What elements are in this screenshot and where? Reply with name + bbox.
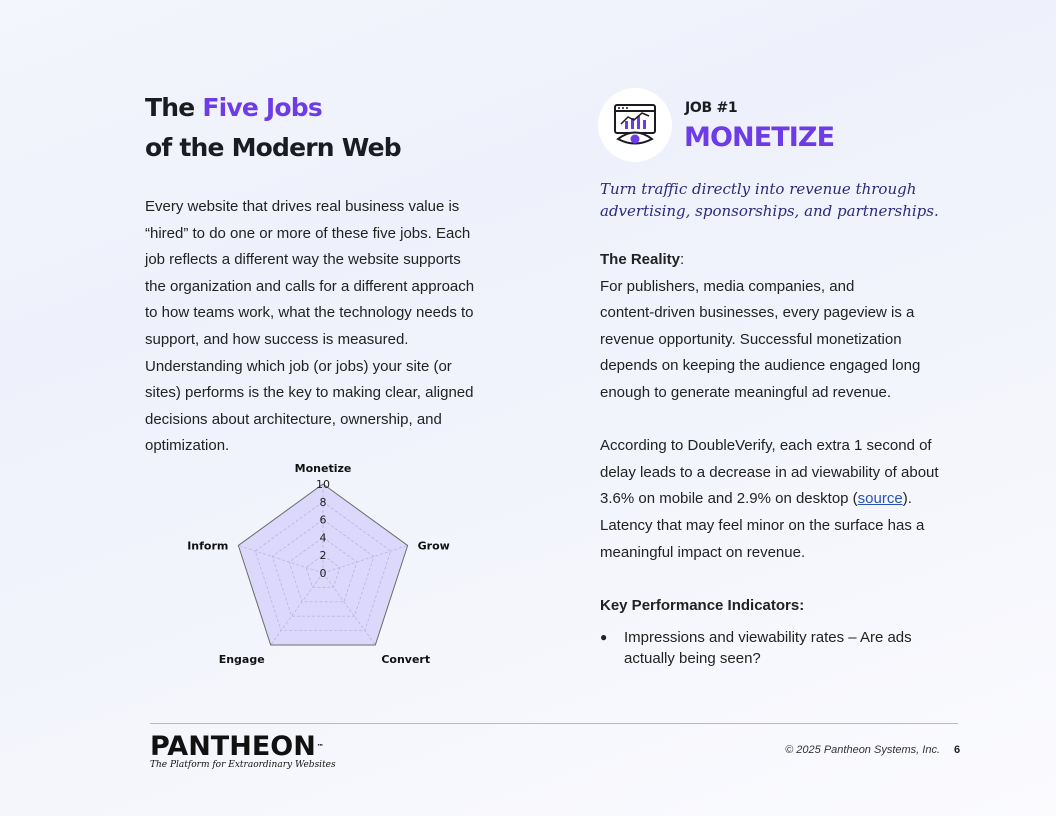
intro-line: to how teams work, what the technology needs to bbox=[145, 304, 474, 322]
intro-line: the organization and calls for a different approach bbox=[145, 277, 475, 295]
stat-line-post: ). bbox=[902, 490, 912, 508]
radar-tick-label: 10 bbox=[316, 478, 330, 491]
page-number: 6 bbox=[954, 744, 961, 756]
radar-tick-label: 6 bbox=[319, 513, 327, 527]
reality-heading bbox=[600, 247, 970, 274]
stat-line: Latency that may feel minor on the surface has a bbox=[600, 516, 925, 534]
intro-line: Understanding which job (or jobs) your site (or bbox=[145, 357, 452, 375]
stat-line: According to DoubleVerify, each extra 1 second of bbox=[600, 437, 932, 455]
tagline-line: advertising, sponsorships, and partnerships. bbox=[600, 202, 939, 220]
radar-axis-label: Grow bbox=[417, 539, 450, 553]
radar-tick-label: 2 bbox=[319, 549, 327, 563]
job-title: MONETIZE bbox=[684, 122, 835, 153]
stat-line bbox=[600, 486, 970, 513]
logo-wordmark bbox=[150, 733, 336, 761]
stat-line: delay leads to a decrease in ad viewability of about bbox=[600, 463, 939, 481]
intro-line: “hired” to do one or more of these five jobs. Each bbox=[145, 224, 471, 242]
radar-axis-label: Convert bbox=[381, 653, 431, 667]
job-number: JOB #1 bbox=[685, 100, 738, 116]
page-title bbox=[145, 88, 505, 168]
kpi-heading bbox=[600, 593, 970, 620]
radar-axis-label: Inform bbox=[187, 539, 229, 553]
logo-word-text: PANTHEON bbox=[150, 731, 316, 762]
kpi-heading-colon: : bbox=[799, 596, 805, 614]
reality-line: content-driven businesses, every pageview is a bbox=[600, 304, 915, 322]
title-accent: Five Jobs bbox=[202, 93, 322, 122]
radar-axis-label: Engage bbox=[218, 653, 265, 667]
reality-line: depends on keeping the audience engaged long bbox=[600, 357, 921, 375]
intro-line: decisions about architecture, ownership, and bbox=[145, 410, 442, 428]
copyright: © 2025 Pantheon Systems, Inc. bbox=[785, 744, 940, 756]
footer-divider bbox=[150, 723, 958, 724]
logo-tagline: The Platform for Extraordinary Websites bbox=[150, 760, 336, 770]
tagline-line: Turn traffic directly into revenue through bbox=[600, 180, 917, 198]
analytics-eye-icon bbox=[598, 88, 672, 162]
job-tagline bbox=[600, 178, 960, 222]
intro-line: sites) performs is the key to making clear, aligned bbox=[145, 384, 474, 402]
job-body bbox=[600, 247, 970, 669]
stat-line: meaningful impact on revenue. bbox=[600, 543, 806, 561]
radar-tick-label: 0 bbox=[319, 567, 327, 580]
intro-line: optimization. bbox=[145, 437, 230, 455]
kpi-item: ● Impressions and viewability rates – Are ads actually being seen? bbox=[600, 627, 944, 669]
pantheon-logo bbox=[150, 733, 336, 770]
stat-line-pre: 3.6% on mobile and 2.9% on desktop ( bbox=[600, 490, 858, 508]
reality-line: revenue opportunity. Successful monetization bbox=[600, 330, 902, 348]
kpi-list bbox=[600, 627, 970, 669]
reality-heading-colon: : bbox=[680, 251, 685, 268]
reality-line: For publishers, media companies, and bbox=[600, 277, 855, 295]
radar-axis-label: Monetize bbox=[294, 462, 352, 475]
radar-chart bbox=[170, 456, 470, 671]
kpi-heading-text: Key Performance Indicators bbox=[600, 596, 800, 614]
intro-paragraph bbox=[145, 194, 505, 460]
radar-tick-label: 8 bbox=[319, 495, 327, 509]
intro-line: job reflects a different way the website supports bbox=[145, 251, 461, 269]
intro-line: support, and how success is measured. bbox=[145, 330, 409, 348]
reality-heading-text: The Reality bbox=[600, 251, 681, 268]
logo-tm: ™ bbox=[316, 743, 324, 751]
radar-tick-label: 4 bbox=[319, 531, 327, 545]
source-link[interactable]: source bbox=[857, 490, 903, 508]
title-prefix: The bbox=[145, 93, 195, 122]
left-column bbox=[145, 88, 505, 460]
reality-line: enough to generate meaningful ad revenue. bbox=[600, 383, 892, 401]
title-line2: of the Modern Web bbox=[145, 133, 401, 162]
intro-line: Every website that drives real business value is bbox=[145, 198, 460, 215]
